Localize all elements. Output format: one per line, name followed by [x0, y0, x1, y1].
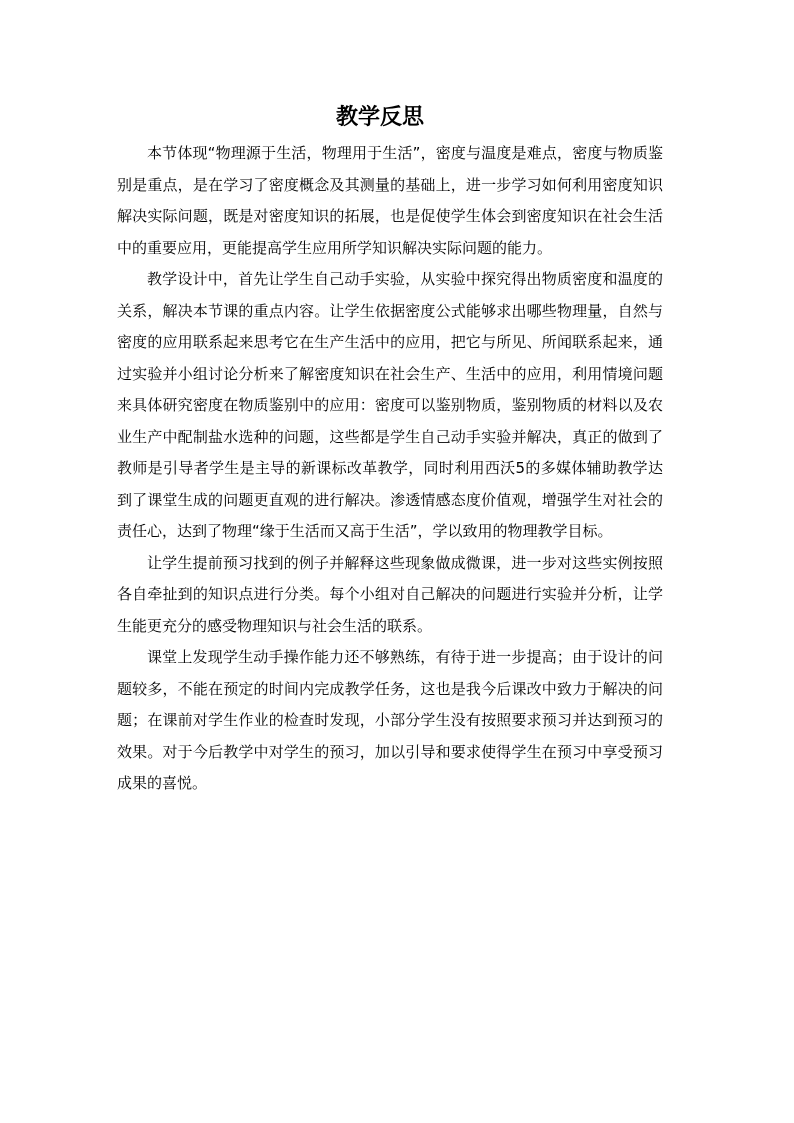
paragraph-3: 让学生提前预习找到的例子并解释这些现象做成微课，进一步对这些实例按照各自牵扯到的知识点进行分类。每个小组对自己解决的问题进行实验并分析，让学生能更充分的感受物理知识与社会生活的联系。: [117, 553, 663, 635]
paragraph-2: 教学设计中，首先让学生自己动手实验，从实验中探究得出物质密度和温度的关系，解决本节课的重点内容。让学生依据密度公式能够求出哪些物理量，自然与密度的应用联系起来思考它在生产生活中的应用，把它与所见、所闻联系起来，通过实验并小组讨论分析来了解密度知识在社会生产、生活中的应用，利用情境问题来具体研究密度在物质鉴别中的应用：密度可以鉴别物质，鉴别物质的材料以及农业生产中配制盐水选种的问题，这些都是学生自己动手实验并解决，真正的做到了教师是引导者学生是主导的新课标改革教学，同时利用西沃5的多媒体辅助教学达到了课堂生成的问题更直观的进行解决。渗透情感态度价值观，增强学生对社会的责任心，达到了物理“缘于生活而又高于生活”，学以致用的物理教学目标。: [117, 270, 663, 540]
document-body: [117, 138, 663, 800]
document-title: 教学反思: [335, 104, 424, 130]
paragraph-1: 本节体现“物理源于生活，物理用于生活”，密度与温度是难点，密度与物质鉴别是重点，是在学习了密度概念及其测量的基础上，进一步学习如何利用密度知识解决实际问题，既是对密度知识的拓展，也是促使学生体会到密度知识在社会生活中的重要应用，更能提高学生应用所学知识解决实际问题的能力。: [117, 144, 663, 257]
paragraph-4: 课堂上发现学生动手操作能力还不够熟练，有待于进一步提高；由于设计的问题较多，不能在预定的时间内完成教学任务，这也是我今后课改中致力于解决的问题；在课前对学生作业的检查时发现，小部分学生没有按照要求预习并达到预习的效果。对于今后教学中对学生的预习，加以引导和要求使得学生在预习中享受预习成果的喜悦。: [117, 648, 663, 792]
